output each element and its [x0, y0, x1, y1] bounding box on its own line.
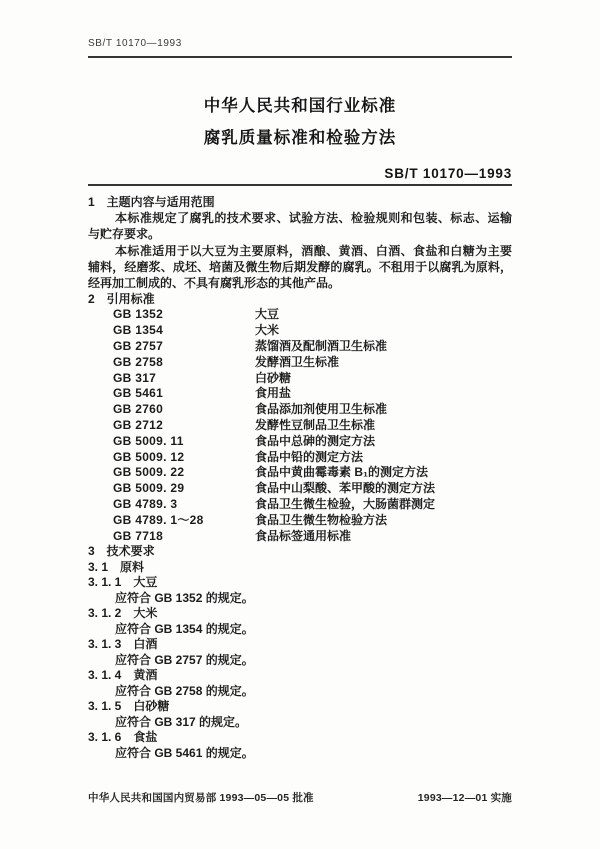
- reference-row: [88, 307, 512, 323]
- doc-title-line-2: 腐乳质量标准和检验方法: [203, 129, 397, 147]
- reference-code: GB 7718: [113, 528, 164, 543]
- reference-title: 白砂糖: [255, 370, 292, 385]
- paragraph-line: 本标准规定了腐乳的技术要求、试验方法、检验规则和包装、标志、运输: [115, 211, 512, 226]
- reference-code: GB 317: [113, 370, 157, 385]
- reference-row: [88, 481, 512, 497]
- reference-title: 大豆: [255, 307, 280, 322]
- reference-row: [88, 513, 512, 529]
- page-footer: [88, 790, 512, 805]
- reference-code: GB 5009. 22: [113, 465, 185, 480]
- reference-title: 大米: [255, 323, 280, 338]
- reference-row: [88, 386, 512, 402]
- clause-body: 应符合 GB 1352 的规定。: [115, 590, 254, 605]
- page-header-code: SB/T 10170—1993: [88, 38, 182, 49]
- footer-approval: 中华人民共和国国内贸易部 1993—05—05 批准: [88, 792, 314, 804]
- reference-title: 食品卫生微生检验，大肠菌群测定: [255, 496, 436, 511]
- section-3: [88, 544, 512, 761]
- reference-title: 蒸馏酒及配制酒卫生标准: [255, 339, 388, 354]
- reference-title: 食品中山梨酸、苯甲酸的测定方法: [255, 481, 436, 496]
- section-2-heading: 2 引用标准: [88, 292, 155, 307]
- reference-row: [88, 497, 512, 513]
- clause-heading: 3. 1. 3 白酒: [88, 637, 158, 652]
- reference-title: 食品标签通用标准: [255, 528, 352, 543]
- reference-code: GB 4789. 3: [113, 496, 178, 511]
- reference-row: [88, 450, 512, 466]
- reference-code: GB 5009. 11: [113, 433, 184, 448]
- reference-title: 食品中黄曲霉毒素 B₁的测定方法: [255, 465, 428, 480]
- reference-title: 食品添加剂使用卫生标准: [255, 402, 388, 417]
- reference-code: GB 5009. 29: [113, 481, 185, 496]
- reference-title: 食用盐: [255, 386, 292, 401]
- reference-row: [88, 339, 512, 355]
- paragraph-line: 辅料，经磨浆、成坯、培菌及微生物后期发酵的腐乳。不租用于以腐乳为原料，: [88, 259, 512, 274]
- reference-row: [88, 402, 512, 418]
- reference-row: [88, 529, 512, 545]
- doc-title-line-1: 中华人民共和国行业标准: [203, 97, 397, 115]
- reference-row: [88, 434, 512, 450]
- document-body: [88, 194, 512, 761]
- clause-heading: 3. 1. 4 黄酒: [88, 668, 158, 683]
- clause-heading: 3. 1 原料: [88, 559, 145, 574]
- header-rule: [88, 56, 512, 58]
- reference-code: GB 4789. 1～28: [113, 512, 204, 527]
- clause-body: 应符合 GB 317 的规定。: [115, 714, 248, 729]
- reference-title: 发酵性豆制品卫生标准: [255, 418, 376, 432]
- clause-heading: 3. 1. 1 大豆: [88, 575, 158, 590]
- reference-code: GB 5009. 12: [113, 449, 185, 464]
- clause-body: 应符合 GB 2758 的规定。: [115, 683, 254, 698]
- reference-title: 食品中铅的测定方法: [255, 449, 364, 464]
- reference-row: [88, 371, 512, 387]
- reference-code: GB 2757: [113, 339, 164, 354]
- clause-heading: 3. 1. 5 白砂糖: [88, 699, 170, 714]
- title-rule: [88, 184, 512, 186]
- section-1-heading: 1 主题内容与适用范围: [88, 195, 215, 209]
- reference-row: [88, 418, 512, 434]
- clause-body: 应符合 GB 5461 的规定。: [115, 745, 254, 760]
- standard-code: SB/T 10170—1993: [384, 166, 512, 181]
- clause-heading: 3. 1. 6 食盐: [88, 730, 158, 745]
- reference-row: [88, 323, 512, 339]
- clause-heading: 3. 1. 2 大米: [88, 606, 158, 621]
- reference-title: 食品中总砷的测定方法: [255, 433, 376, 448]
- reference-title: 发酵酒卫生标准: [255, 354, 340, 369]
- reference-code: GB 1352: [113, 307, 164, 322]
- clause-body: 应符合 GB 1354 的规定。: [115, 621, 254, 636]
- clause-body: 应符合 GB 2757 的规定。: [115, 652, 254, 667]
- reference-title: 食品卫生微生物检验方法: [255, 512, 388, 527]
- footer-implementation: 1993—12—01 实施: [417, 792, 512, 804]
- reference-row: [88, 355, 512, 371]
- reference-row: [88, 465, 512, 481]
- paragraph-line: 本标准适用于以大豆为主要原料，酒酿、黄酒、白酒、食盐和白糖为主要: [115, 243, 512, 258]
- paragraph-line: 经再加工制成的、不具有腐乳形态的其他产品。: [88, 276, 341, 291]
- paragraph-line: 与贮存要求。: [88, 227, 161, 242]
- reference-code: GB 5461: [113, 386, 164, 401]
- reference-code: GB 2760: [113, 402, 164, 417]
- reference-list: [88, 307, 512, 544]
- reference-code: GB 2758: [113, 354, 164, 369]
- reference-code: GB 1354: [113, 323, 164, 338]
- section-3-heading: 3 技术要求: [88, 544, 155, 559]
- reference-code: GB 2712: [113, 418, 164, 432]
